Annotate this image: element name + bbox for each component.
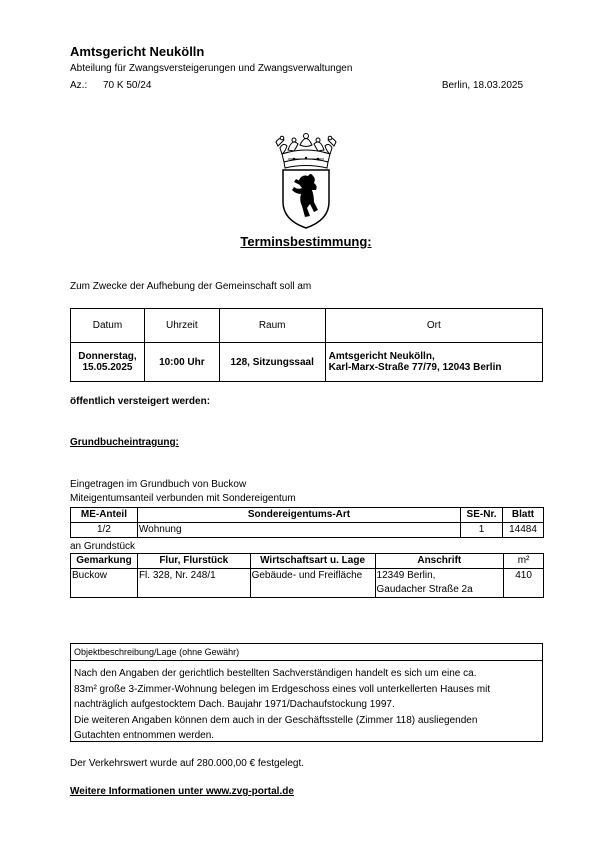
objekt-line: Nach den Angaben der gerichtlich bestellten Sachverständigen handelt es sich um eine ca.	[74, 668, 477, 679]
date-weekday: Donnerstag,	[78, 351, 137, 362]
header-raum: Raum	[219, 309, 325, 343]
header-ort: Ort	[325, 309, 542, 343]
court-department: Abteilung für Zwangsversteigerungen und Zwangsverwaltungen	[70, 63, 353, 74]
objekt-line: Die weiteren Angaben können dem auch in der Geschäftsstelle (Zimmer 118) ausliegenden	[74, 714, 478, 726]
grundbuch-line-2: Miteigentumsanteil verbunden mit Sondereigentum	[70, 493, 296, 504]
table-row	[71, 569, 544, 598]
cell-blatt: 14484	[503, 523, 544, 538]
az-value: 70 K 50/24	[103, 80, 152, 91]
weitere-informationen-link[interactable]: Weitere Informationen unter www.zvg-portal.de	[70, 786, 294, 797]
table-row	[71, 523, 544, 538]
an-grundstueck: an Grundstück	[70, 541, 136, 552]
cell-date	[71, 343, 145, 382]
anschrift-line-1: 12349 Berlin,	[376, 570, 436, 581]
header-anschrift: Anschrift	[375, 554, 504, 569]
grundbuch-line-1: Eingetragen im Grundbuch von Buckow	[70, 479, 247, 490]
cell-wirtschaftsart: Gebäude- und Freifläche	[250, 569, 375, 598]
schedule-table	[70, 308, 543, 382]
date-value: 15.05.2025	[82, 362, 133, 373]
header-uhrzeit: Uhrzeit	[144, 309, 219, 343]
anschrift-line-2: Gaudacher Straße 2a	[376, 584, 473, 595]
place-address: Karl-Marx-Straße 77/79, 12043 Berlin	[328, 362, 502, 373]
az-label: Az.:	[70, 80, 88, 91]
cell-room: 128, Sitzungssaal	[219, 343, 325, 382]
cell-me-anteil: 1/2	[71, 523, 138, 538]
header-datum: Datum	[71, 309, 145, 343]
cell-se-nr: 1	[461, 523, 503, 538]
objekt-line: 83m² große 3-Zimmer-Wohnung belegen im Erdgeschoss eines voll unterkellerten Hauses mit	[74, 683, 491, 695]
grundbuch-heading: Grundbucheintragung:	[70, 437, 179, 448]
objekt-line: Gutachten entnommen werden.	[74, 730, 215, 741]
intro-text: Zum Zwecke der Aufhebung der Gemeinschaft soll am	[70, 281, 312, 292]
date-line: Berlin, 18.03.2025	[441, 80, 523, 91]
objektbeschreibung-body	[74, 666, 539, 744]
cell-anschrift	[375, 569, 504, 598]
page-title: Terminsbestimmung:	[240, 234, 372, 249]
header-se-nr: SE-Nr.	[461, 508, 503, 523]
cell-place	[325, 343, 542, 382]
header-me-anteil: ME-Anteil	[71, 508, 138, 523]
cell-flur: Fl. 328, Nr. 248/1	[137, 569, 250, 598]
header-m2: m²	[504, 554, 544, 569]
cell-m2: 410	[504, 569, 544, 598]
court-name: Amtsgericht Neukölln	[70, 44, 205, 59]
cell-art: Wohnung	[137, 523, 460, 538]
header-blatt: Blatt	[503, 508, 544, 523]
sondereigentum-table	[70, 507, 544, 538]
table-row	[71, 343, 543, 382]
place-name: Amtsgericht Neukölln,	[328, 351, 435, 362]
header-art: Sondereigentums-Art	[137, 508, 460, 523]
objektbeschreibung-box	[70, 643, 543, 742]
header-wirtschaftsart: Wirtschaftsart u. Lage	[250, 554, 375, 569]
cell-time: 10:00 Uhr	[144, 343, 219, 382]
table-header-row	[71, 309, 543, 343]
table-header-row	[71, 554, 544, 569]
header-gemarkung: Gemarkung	[71, 554, 138, 569]
header-flur: Flur, Flurstück	[137, 554, 250, 569]
cell-gemarkung: Buckow	[71, 569, 138, 598]
table-header-row	[71, 508, 544, 523]
grundstueck-table	[70, 553, 544, 598]
versteigert-text: öffentlich versteigert werden:	[70, 396, 211, 407]
objekt-line: nachträglich aufgestocktem Dach. Baujahr 1971/Dachaufstockung 1997.	[74, 699, 395, 710]
berlin-bear-crest-icon	[274, 128, 338, 230]
objektbeschreibung-heading: Objektbeschreibung/Lage (ohne Gewähr)	[71, 644, 542, 661]
verkehrswert-text: Der Verkehrswert wurde auf 280.000,00 € festgelegt.	[70, 758, 305, 769]
